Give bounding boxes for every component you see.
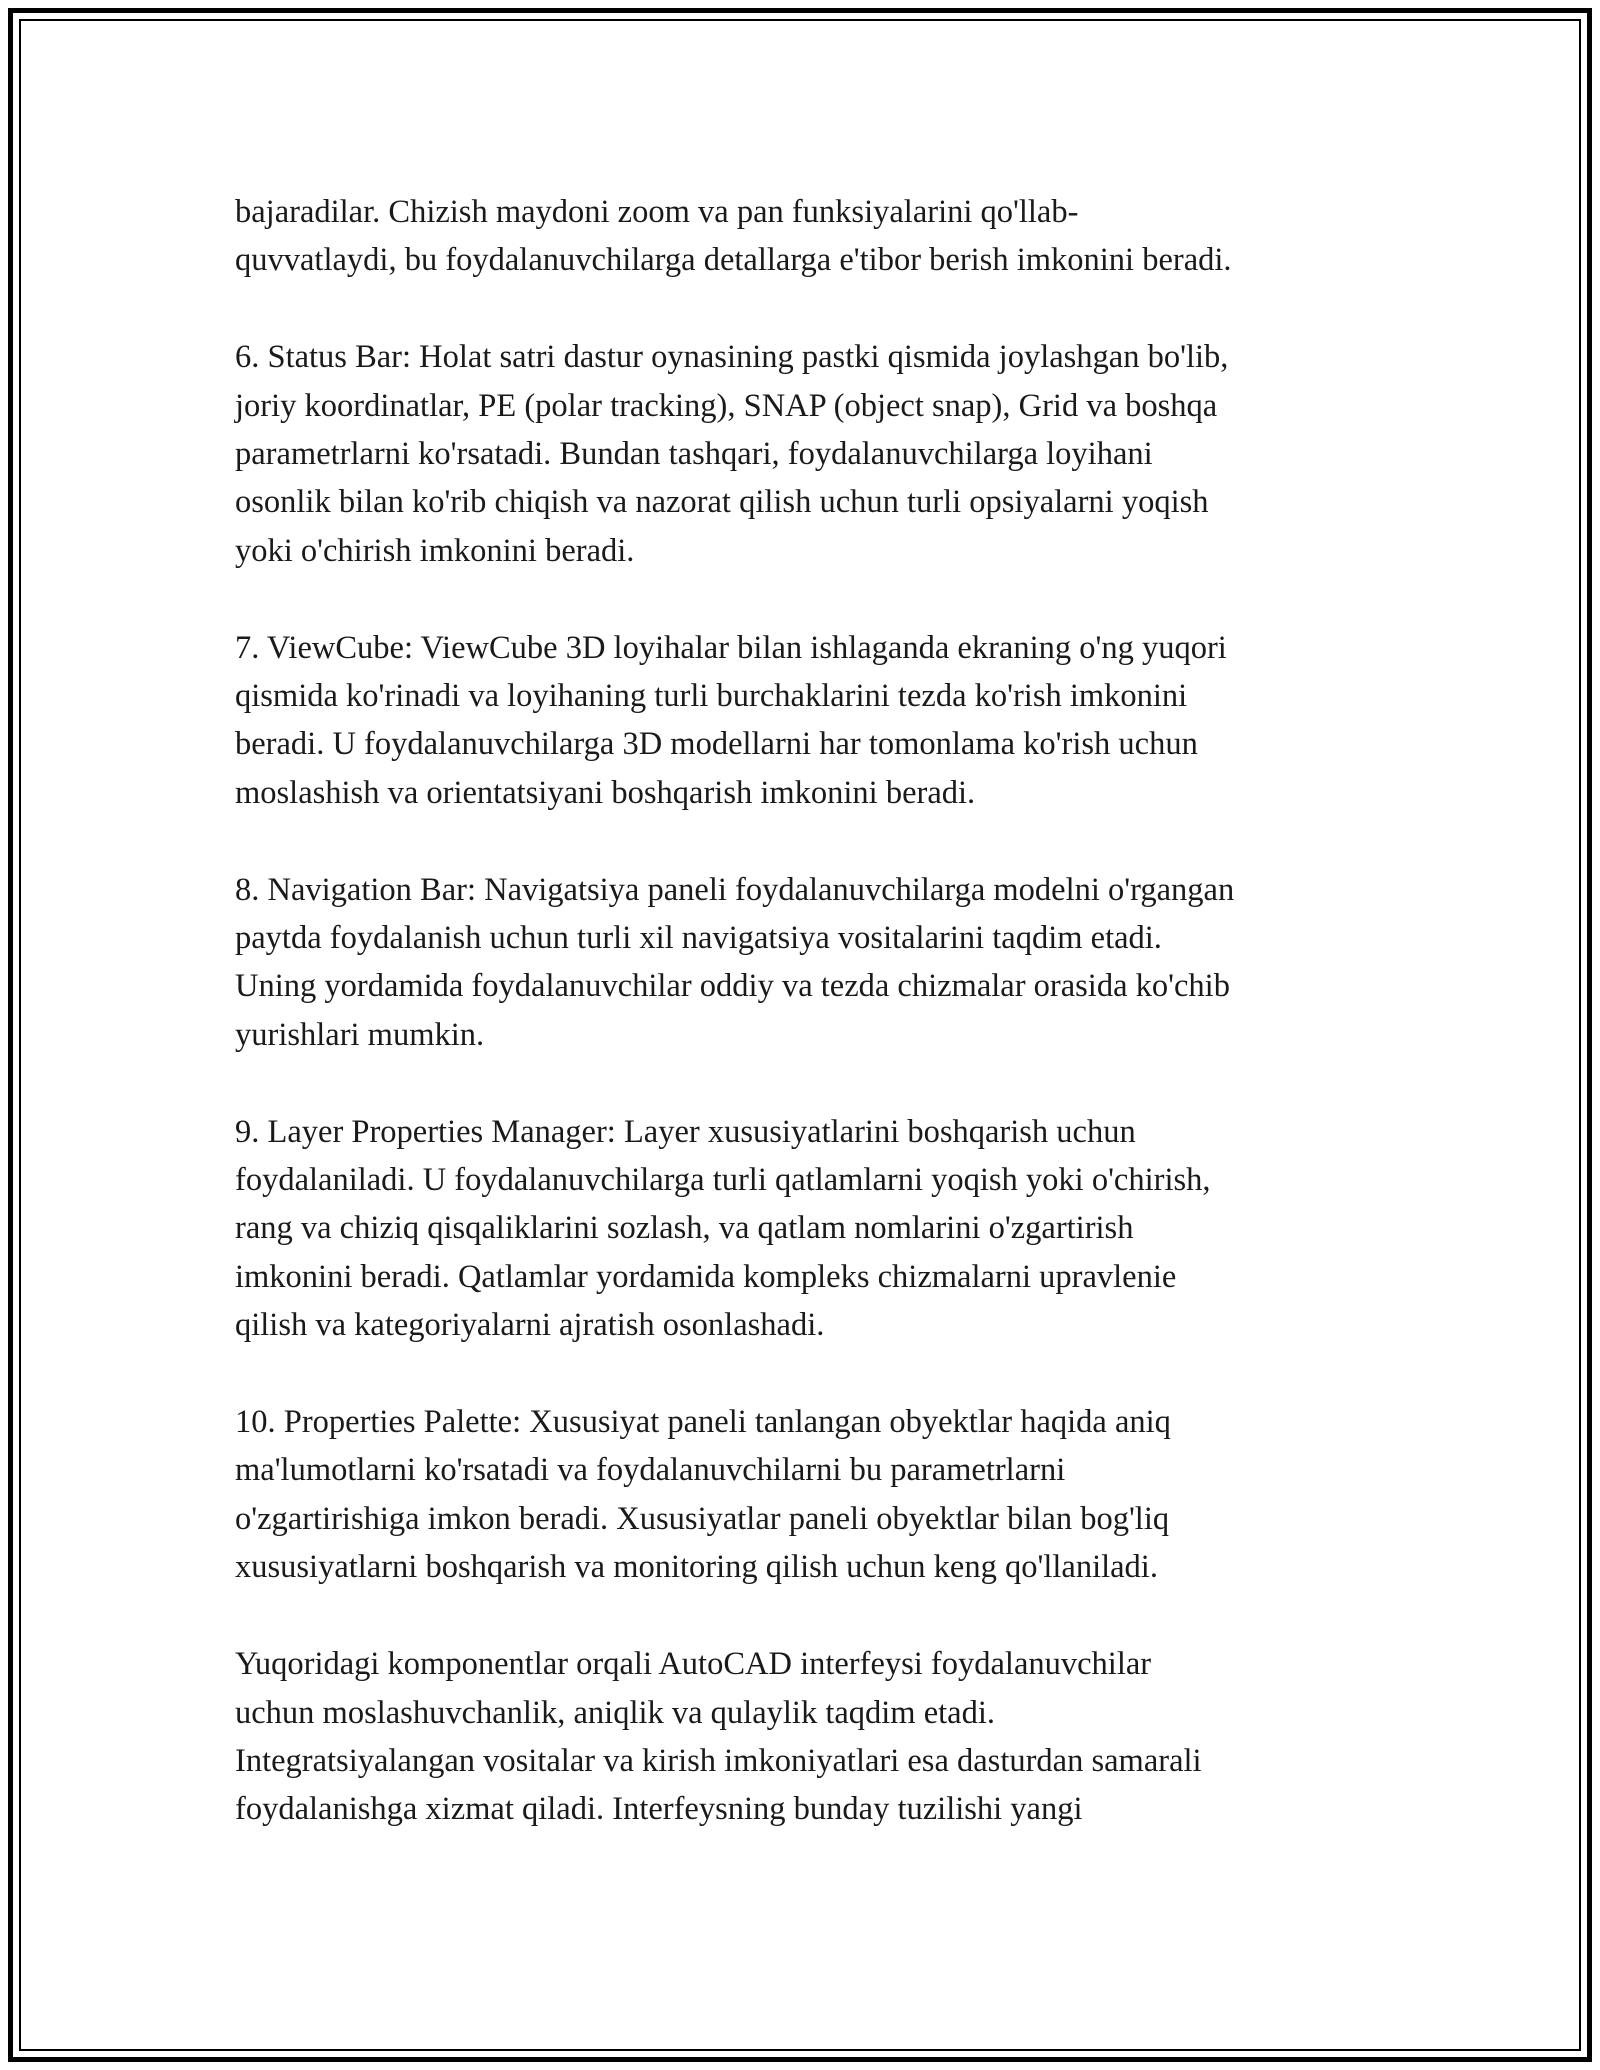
text-line: beradi. U foydalanuvchilarga 3D modellarni har tomonlama ko'rish uchun bbox=[235, 726, 1198, 763]
text-line: paytda foydalanish uchun turli xil navigatsiya vositalarini taqdim etadi. bbox=[235, 920, 1162, 957]
text-line: osonlik bilan ko'rib chiqish va nazorat qilish uchun turli opsiyalarni yoqish bbox=[235, 484, 1209, 521]
text-line: imkonini beradi. Qatlamlar yordamida kompleks chizmalarni upravlenie bbox=[235, 1258, 1177, 1295]
paragraph bbox=[235, 1398, 1380, 1592]
text-line: 9. Layer Properties Manager: Layer xususiyatlarini boshqarish uchun bbox=[235, 1113, 1136, 1150]
text-line: parametrlarni ko'rsatadi. Bundan tashqari, foydalanuvchilarga loyihani bbox=[235, 436, 1153, 473]
document-body bbox=[235, 188, 1380, 1882]
paragraph bbox=[235, 333, 1380, 575]
text-line: 10. Properties Palette: Xususiyat paneli tanlangan obyektlar haqida aniq bbox=[235, 1404, 1171, 1441]
paragraph bbox=[235, 866, 1380, 1060]
text-line: yoki o'chirish imkonini beradi. bbox=[235, 532, 635, 569]
text-line: foydalaniladi. U foydalanuvchilarga turli qatlamlarni yoqish yoki o'chirish, bbox=[235, 1162, 1211, 1199]
text-line: Uning yordamida foydalanuvchilar oddiy va tezda chizmalar orasida ko'chib bbox=[235, 968, 1230, 1005]
text-line: qilish va kategoriyalarni ajratish osonlashadi. bbox=[235, 1307, 825, 1344]
text-line: Yuqoridagi komponentlar orqali AutoCAD interfeysi foydalanuvchilar bbox=[235, 1646, 1152, 1683]
paragraph bbox=[235, 624, 1380, 818]
text-line: 7. ViewCube: ViewCube 3D loyihalar bilan ishlaganda ekraning o'ng yuqori bbox=[235, 629, 1227, 666]
text-line: moslashish va orientatsiyani boshqarish imkonini beradi. bbox=[235, 774, 976, 811]
text-line: o'zgartirishiga imkon beradi. Xususiyatlar paneli obyektlar bilan bog'liq bbox=[235, 1500, 1170, 1537]
text-line: Integratsiyalangan vositalar va kirish imkoniyatlari esa dasturdan samarali bbox=[235, 1742, 1202, 1779]
text-line: yurishlari mumkin. bbox=[235, 1016, 485, 1053]
text-line: ma'lumotlarni ko'rsatadi va foydalanuvchilarni bu parametrlarni bbox=[235, 1452, 1066, 1489]
text-line: joriy koordinatlar, PE (polar tracking), SNAP (object snap), Grid va boshqa bbox=[235, 387, 1218, 424]
text-line: xususiyatlarni boshqarish va monitoring qilish uchun keng qo'llaniladi. bbox=[235, 1549, 1158, 1586]
text-line: uchun moslashuvchanlik, aniqlik va qulaylik taqdim etadi. bbox=[235, 1694, 995, 1731]
text-line: rang va chiziq qisqaliklarini sozlash, va qatlam nomlarini o'zgartirish bbox=[235, 1210, 1134, 1247]
text-line: bajaradilar. Chizish maydoni zoom va pan funksiyalarini qo'llab- bbox=[235, 194, 1079, 230]
text-line: qismida ko'rinadi va loyihaning turli burchaklarini tezda ko'rish imkonini bbox=[235, 678, 1188, 715]
paragraph bbox=[235, 1108, 1380, 1350]
text-line: quvvatlaydi, bu foydalanuvchilarga detallarga e'tibor berish imkonini beradi. bbox=[235, 242, 1232, 279]
text-line: foydalanishga xizmat qiladi. Interfeysning bunday tuzilishi yangi bbox=[235, 1791, 1083, 1828]
text-line: 8. Navigation Bar: Navigatsiya paneli foydalanuvchilarga modelni o'rgangan bbox=[235, 871, 1235, 908]
text-line: 6. Status Bar: Holat satri dastur oynasining pastki qismida joylashgan bo'lib, bbox=[235, 339, 1229, 376]
paragraph bbox=[235, 1640, 1380, 1834]
paragraph bbox=[235, 188, 1380, 285]
